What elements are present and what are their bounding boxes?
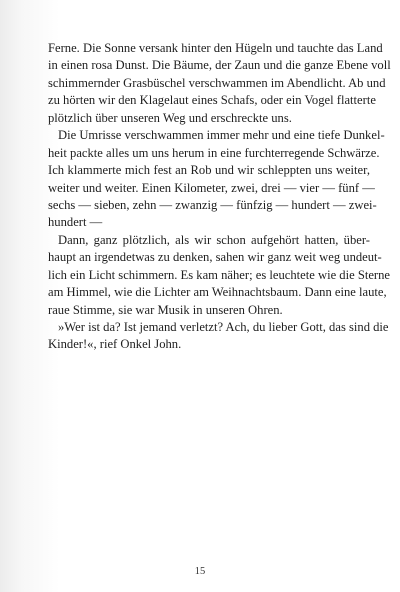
paragraph [48,232,391,319]
text-line: in einen rosa Dunst. Die Bäume, der Zaun und die ganze Ebene voll [48,58,391,73]
text-line: hundert — [48,215,103,230]
text-line: »Wer ist da? Ist jemand verletzt? Ach, du lieber Gott, das sind die [58,320,389,334]
text-line: weiter und weiter. Einen Kilometer, zwei, drei — vier — fünf — [48,180,375,195]
text-line: schimmernder Grasbüschel verschwammen im Abendlicht. Ab und [48,75,386,90]
text-line: heit packte alles um uns herum in eine furchterregende Schwärze. [48,145,380,160]
body-text [48,40,391,354]
text-line: am Himmel, wie die Lichter am Weihnachtsbaum. Dann eine laute, [48,285,387,300]
text-line: zu hörten wir den Klagelaut eines Schafs, oder ein Vogel flatterte [48,93,376,108]
text-line: haupt an irgendetwas zu denken, sahen wir ganz weit weg undeut- [48,250,382,265]
paragraph [48,319,389,354]
text-line: Dann, ganz plötzlich, als wir schon aufgehört hatten, über- [58,232,370,247]
text-line: Kinder!«, rief Onkel John. [48,337,182,352]
paragraph [48,40,391,127]
text-line: Die Umrisse verschwammen immer mehr und eine tiefe Dunkel- [58,128,385,143]
page-number: 15 [194,566,206,577]
text-line: plötzlich über unseren Weg und erschreckte uns. [48,110,292,125]
text-line: lich ein Licht schimmern. Es kam näher; es leuchtete wie die Sterne [48,267,391,282]
paragraph [48,127,385,232]
text-line: Ich klammerte mich fest an Rob und wir schleppten uns weiter, [48,163,370,178]
text-line: sechs — sieben, zehn — zwanzig — fünfzig — hundert — zwei- [48,197,377,212]
text-line: raue Stimme, sie war Musik in unseren Ohren. [48,302,283,317]
text-line: Ferne. Die Sonne versank hinter den Hügeln und tauchte das Land [48,41,383,55]
